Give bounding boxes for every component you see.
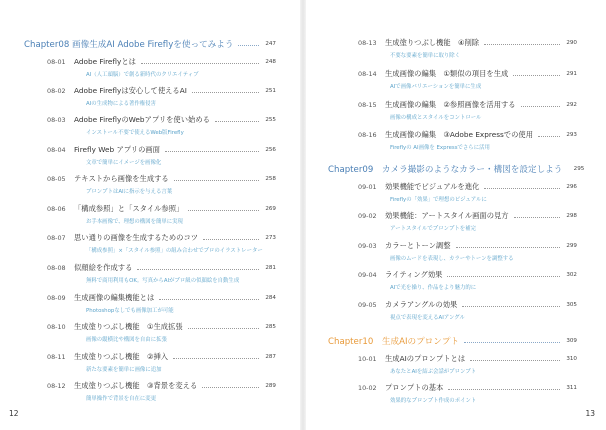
- toc-entry-link[interactable]: [47, 174, 276, 184]
- toc-entry-link[interactable]: [47, 86, 276, 96]
- section-subtitle: [86, 335, 167, 343]
- section-title: 生成塗りつぶし機能 ②挿入: [74, 352, 169, 361]
- section-page-number: 302: [566, 272, 577, 278]
- dotted-leader: [165, 151, 259, 152]
- dotted-leader: [159, 299, 259, 300]
- toc-entry-link[interactable]: [358, 38, 577, 48]
- dotted-leader: [470, 360, 560, 361]
- section-subtitle: [390, 224, 476, 232]
- section-number: 08-08: [47, 264, 66, 272]
- dotted-leader: [238, 45, 259, 46]
- subtitle-text: Photoshopなしでも画像加工が可能: [86, 308, 174, 314]
- section-number: 09-05: [358, 301, 377, 309]
- section-subtitle: [390, 51, 460, 59]
- toc-entry-link[interactable]: [358, 182, 577, 192]
- section-page-number: 311: [566, 385, 577, 391]
- subtitle-text: 文章で簡単にイメージを画像化: [86, 160, 162, 166]
- dotted-leader: [521, 106, 560, 107]
- section-title: 生成塗りつぶし機能 ③背景を変える: [74, 381, 198, 390]
- toc-entry-link[interactable]: [47, 115, 276, 125]
- subtitle-text: 画像の構成とスタイルをコントロール: [390, 115, 482, 121]
- section-number: 08-16: [358, 131, 377, 139]
- section-subtitle: [86, 306, 174, 314]
- section-number: 10-02: [358, 384, 377, 392]
- subtitle-text: 効果的なプロンプト作成のポイント: [390, 398, 477, 404]
- section-number: 08-14: [358, 70, 377, 78]
- section-subtitle: [390, 283, 476, 291]
- toc-chapter-link[interactable]: [328, 163, 585, 175]
- section-page-number: 298: [566, 213, 577, 219]
- section-subtitle: [86, 187, 172, 195]
- toc-entry-link[interactable]: [358, 241, 577, 251]
- dotted-leader: [484, 188, 560, 189]
- dotted-leader: [188, 328, 259, 329]
- dotted-leader: [464, 342, 560, 343]
- section-page-number: 258: [265, 176, 276, 182]
- chapter-page-number: 247: [265, 41, 276, 47]
- subtitle-text: 視点で表現を変えるAIアングル: [390, 315, 465, 321]
- section-page-number: 248: [265, 59, 276, 65]
- subtitle-text: Fireflyの AI画像を Expressでさらに活用: [390, 145, 490, 151]
- chapter-title: Chapter08 画像生成AI Adobe Fireflyを使ってみよう: [24, 40, 234, 50]
- section-number: 08-01: [47, 58, 66, 66]
- toc-entry-link[interactable]: [47, 233, 276, 243]
- dotted-leader: [188, 210, 259, 211]
- subtitle-text: Fireflyの「効果」で理想のビジュアルに: [390, 197, 487, 203]
- section-page-number: 251: [265, 88, 276, 94]
- toc-entry-link[interactable]: [47, 322, 276, 332]
- section-title: Adobe FireflyのWebアプリを使い始める: [74, 115, 210, 124]
- section-number: 09-02: [358, 212, 377, 220]
- section-number: 08-12: [47, 382, 66, 390]
- left-page: [0, 0, 300, 430]
- page-number-right: 13: [585, 409, 595, 418]
- section-title: 効果機能：アートスタイル画面の見方: [385, 211, 509, 220]
- section-page-number: 269: [265, 206, 276, 212]
- section-number: 08-05: [47, 175, 66, 183]
- section-number: 08-06: [47, 205, 66, 213]
- section-title: 生成塗りつぶし機能 ①生成拡張: [74, 322, 183, 331]
- section-page-number: 289: [265, 383, 276, 389]
- subtitle-text: 簡単操作で背景を自在に変更: [86, 396, 157, 402]
- section-subtitle: [86, 217, 183, 225]
- subtitle-text: お手本画像で、理想の構図を簡単に実現: [86, 219, 183, 225]
- section-page-number: 299: [566, 243, 577, 249]
- section-subtitle: [390, 367, 476, 375]
- subtitle-text: 画像の縦横比や構図を自由に拡張: [86, 337, 167, 343]
- section-subtitle: [86, 246, 263, 254]
- section-subtitle: [390, 143, 490, 151]
- section-page-number: 292: [566, 102, 577, 108]
- section-title: 生成AIのプロンプトとは: [385, 354, 466, 363]
- section-title: 「構成参照」と「スタイル参照」: [74, 204, 184, 213]
- section-subtitle: [390, 254, 514, 262]
- subtitle-text: アートスタイルでプロンプトを補完: [390, 226, 476, 232]
- section-number: 08-03: [47, 116, 66, 124]
- section-title: 生成画像の編集 ③Adobe Expressでの使用: [385, 130, 533, 139]
- toc-entry-link[interactable]: [47, 263, 276, 273]
- page-number-left: 12: [9, 409, 19, 418]
- dotted-leader: [215, 121, 259, 122]
- dotted-leader: [538, 136, 560, 137]
- section-page-number: 287: [265, 354, 276, 360]
- chapter-page-number: 309: [566, 338, 577, 344]
- toc-entry-link[interactable]: [358, 211, 577, 221]
- dotted-leader: [513, 75, 560, 76]
- section-page-number: 305: [566, 302, 577, 308]
- dotted-leader: [456, 247, 560, 248]
- dotted-leader: [192, 92, 259, 93]
- section-title: 思い通りの画像を生成するためのコツ: [74, 233, 199, 242]
- toc-chapter-link[interactable]: [328, 335, 577, 347]
- section-page-number: 256: [265, 147, 276, 153]
- dotted-leader: [484, 44, 560, 45]
- section-subtitle: [390, 113, 481, 121]
- dotted-leader: [514, 217, 560, 218]
- section-page-number: 310: [566, 356, 577, 362]
- section-page-number: 290: [566, 40, 577, 46]
- section-subtitle: [390, 195, 487, 203]
- toc-entry-link[interactable]: [47, 145, 276, 155]
- section-title: 似顔絵を作成する: [74, 263, 133, 272]
- section-title: プロンプトの基本: [385, 383, 444, 392]
- subtitle-text: AIの生成物による著作権侵害: [86, 101, 156, 107]
- toc-entry-link[interactable]: [358, 130, 577, 140]
- toc-entry-link[interactable]: [358, 300, 577, 310]
- section-subtitle: [86, 158, 161, 166]
- subtitle-text: プロンプトはAIに指示を与える言葉: [86, 189, 173, 195]
- subtitle-text: 新たな要素を簡単に画像に追加: [86, 367, 162, 373]
- section-title: テキストから画像を生成する: [74, 174, 169, 183]
- section-number: 08-13: [358, 39, 377, 47]
- section-subtitle: [86, 70, 199, 78]
- section-subtitle: [390, 313, 465, 321]
- section-title: Adobe Fireflyとは: [74, 57, 136, 66]
- section-title: 生成画像の編集機能とは: [74, 293, 155, 302]
- section-page-number: 273: [265, 235, 276, 241]
- subtitle-text: 「構成参照」×「スタイル参照」の組み合わせでプロのイラストレーター: [86, 248, 263, 254]
- section-number: 08-02: [47, 87, 66, 95]
- section-title: 生成塗りつぶし機能 ④削除: [385, 38, 480, 47]
- section-number: 08-10: [47, 323, 66, 331]
- section-title: 生成画像の編集 ②参照画像を活用する: [385, 100, 516, 109]
- dotted-leader: [203, 239, 259, 240]
- dotted-leader: [174, 180, 259, 181]
- dotted-leader: [448, 389, 560, 390]
- section-title: 効果機能でビジュアルを進化: [385, 182, 480, 191]
- section-page-number: 281: [265, 265, 276, 271]
- dotted-leader: [447, 276, 560, 277]
- subtitle-text: AIで光を操り、作品をより魅力的に: [390, 285, 477, 291]
- section-title: カラーとトーン調整: [385, 241, 451, 250]
- section-page-number: 284: [265, 295, 276, 301]
- section-subtitle: [86, 365, 161, 373]
- chapter-title: Chapter09 カメラ撮影のようなカラー・構図を設定しよう: [328, 165, 563, 175]
- dotted-leader: [141, 63, 259, 64]
- section-page-number: 285: [265, 324, 276, 330]
- section-number: 08-11: [47, 353, 66, 361]
- section-subtitle: [86, 394, 156, 402]
- section-title: 生成画像の編集 ①類似の項目を生成: [385, 69, 509, 78]
- section-title: Firefly Web アプリの画面: [74, 145, 160, 154]
- section-number: 08-15: [358, 101, 377, 109]
- section-title: カメラアングルの効果: [385, 300, 458, 309]
- section-number: 08-09: [47, 294, 66, 302]
- section-page-number: 255: [265, 117, 276, 123]
- section-number: 09-04: [358, 271, 377, 279]
- toc-entry-link[interactable]: [358, 383, 577, 393]
- section-number: 08-07: [47, 234, 66, 242]
- section-number: 10-01: [358, 355, 377, 363]
- subtitle-text: AIで画像バリエーションを簡単に生成: [390, 84, 482, 90]
- toc-entry-link[interactable]: [47, 57, 276, 67]
- dotted-leader: [137, 269, 259, 270]
- chapter-page-number: 295: [573, 166, 585, 172]
- section-number: 09-01: [358, 183, 377, 191]
- dotted-leader: [462, 306, 560, 307]
- section-subtitle: [86, 99, 156, 107]
- toc-entry-link[interactable]: [358, 69, 577, 79]
- toc-entry-link[interactable]: [47, 352, 276, 362]
- subtitle-text: インストール不要で使えるWeb版Firefly: [86, 130, 184, 136]
- subtitle-text: 不要な要素を簡単に取り除く: [390, 53, 461, 59]
- dotted-leader: [173, 358, 259, 359]
- subtitle-text: 画像のムードを表現し、カラーやトーンを調整する: [390, 256, 514, 262]
- subtitle-text: あなたとAIを結ぶ会話がプロンプト: [390, 369, 477, 375]
- section-page-number: 291: [566, 71, 577, 77]
- section-number: 09-03: [358, 242, 377, 250]
- section-subtitle: [86, 128, 184, 136]
- toc-entry-link[interactable]: [47, 204, 276, 214]
- section-page-number: 296: [566, 184, 577, 190]
- section-subtitle: [390, 82, 481, 90]
- subtitle-text: 無料で商用利用もOK。写真からAIがプロ級の似顔絵を自動生成: [86, 278, 240, 284]
- section-number: 08-04: [47, 146, 66, 154]
- section-page-number: 293: [566, 132, 577, 138]
- section-title: ライティング効果: [385, 270, 443, 279]
- chapter-title: Chapter10 生成AIのプロンプト: [328, 337, 460, 347]
- toc-entry-link[interactable]: [358, 270, 577, 280]
- toc-entry-link[interactable]: [47, 293, 276, 303]
- toc-entry-link[interactable]: [47, 381, 276, 391]
- toc-entry-link[interactable]: [358, 100, 577, 110]
- subtitle-text: AI（人工頭脳）で創る新時代のクリエイティブ: [86, 72, 199, 78]
- toc-chapter-link[interactable]: [24, 38, 276, 50]
- toc-entry-link[interactable]: [358, 354, 577, 364]
- section-subtitle: [86, 276, 239, 284]
- dotted-leader: [202, 387, 259, 388]
- right-page: [306, 0, 606, 430]
- section-subtitle: [390, 396, 476, 404]
- section-title: Adobe Fireflyは安心して使えるAI: [74, 86, 187, 95]
